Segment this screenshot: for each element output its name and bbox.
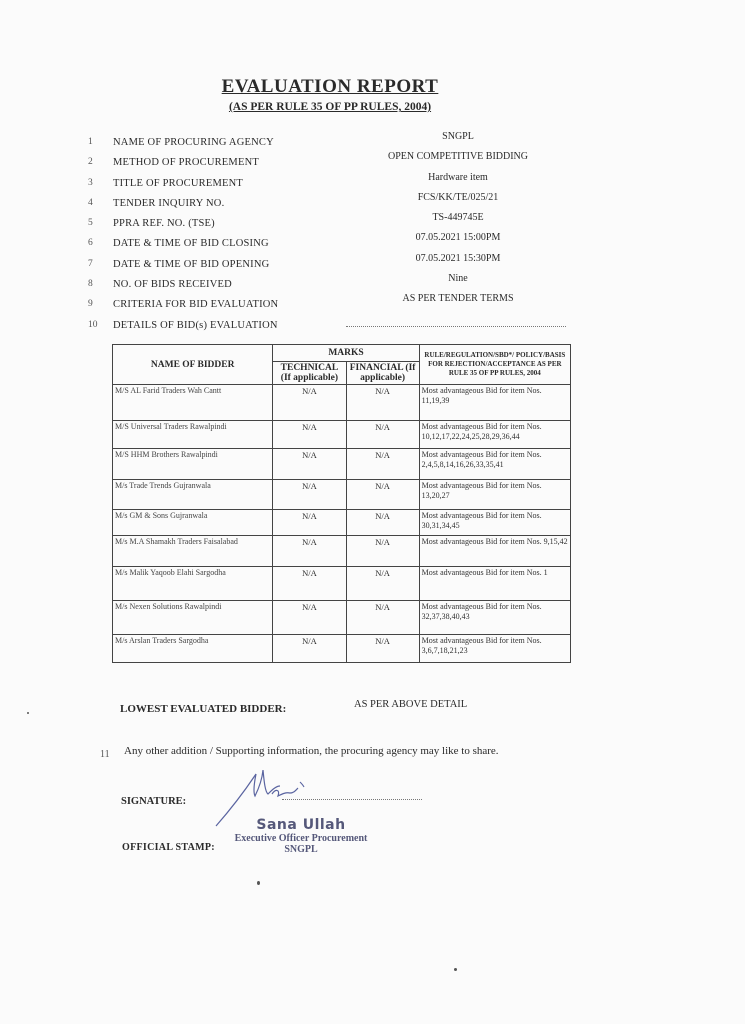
financial-mark: N/A	[346, 480, 419, 510]
field-value: TS-449745E	[432, 212, 484, 224]
field-label: DETAILS OF BID(s) EVALUATION	[113, 319, 278, 331]
field-value: 07.05.2021 15:30PM	[415, 252, 501, 264]
table-row	[113, 421, 571, 449]
dotted-line	[346, 318, 566, 327]
report-subtitle: (AS PER RULE 35 OF PP RULES, 2004)	[228, 101, 432, 113]
column-header-marks: MARKS	[273, 345, 419, 362]
evaluation-basis: Most advantageous Bid for item Nos. 11,19,39	[419, 385, 570, 421]
evaluation-basis: Most advantageous Bid for item Nos. 30,31,34,45	[419, 510, 570, 536]
financial-mark: N/A	[346, 449, 419, 480]
field-row	[88, 212, 588, 232]
field-value: 07.05.2021 15:00PM	[415, 232, 501, 244]
field-value: AS PER TENDER TERMS	[402, 293, 514, 305]
field-row	[88, 151, 588, 171]
technical-mark: N/A	[273, 601, 346, 635]
field-label: TENDER INQUIRY NO.	[113, 197, 225, 209]
item-11-number: 11	[100, 749, 110, 760]
report-fields	[88, 131, 588, 334]
table-row	[113, 480, 571, 510]
field-number: 8	[88, 279, 93, 290]
evaluation-basis: Most advantageous Bid for item Nos. 32,37,38,40,43	[419, 601, 570, 635]
evaluation-basis: Most advantageous Bid for item Nos. 3,6,7,18,21,23	[419, 635, 570, 663]
field-value: SNGPL	[442, 131, 474, 142]
stamp-officer-name: Sana Ullah	[256, 817, 346, 833]
field-value: Hardware item	[428, 171, 488, 183]
financial-mark: N/A	[346, 510, 419, 536]
financial-mark: N/A	[346, 536, 419, 567]
bidder-name: M/s Nexen Solutions Rawalpindi	[113, 601, 273, 635]
field-number: 1	[88, 137, 93, 147]
table-row	[113, 635, 571, 663]
field-row	[88, 131, 588, 151]
report-title: EVALUATION REPORT	[221, 76, 439, 97]
field-label: DATE & TIME OF BID OPENING	[113, 258, 270, 270]
bidder-name: M/S Universal Traders Rawalpindi	[113, 421, 273, 449]
bidder-name: M/S HHM Brothers Rawalpindi	[113, 449, 273, 480]
evaluation-basis: Most advantageous Bid for item Nos. 2,4,5,8,14,16,26,33,35,41	[419, 449, 570, 480]
field-label: METHOD OF PROCUREMENT	[113, 157, 259, 169]
column-header-rule: RULE/REGULATION/SBD*/ POLICY/BASIS FOR REJECTION/ACCEPTANCE AS PER RULE 35 OF PP RULES, 2004	[419, 345, 570, 385]
signature-label: SIGNATURE:	[121, 796, 187, 807]
technical-mark: N/A	[273, 635, 346, 663]
field-row	[88, 253, 588, 273]
financial-mark: N/A	[346, 635, 419, 663]
field-number: 3	[88, 177, 93, 188]
column-header-name: NAME OF BIDDER	[113, 345, 273, 385]
field-number: 7	[88, 258, 93, 269]
field-label: DATE & TIME OF BID CLOSING	[113, 238, 269, 250]
financial-mark: N/A	[346, 567, 419, 601]
field-value: OPEN COMPETITIVE BIDDING	[388, 151, 528, 163]
table-row	[113, 449, 571, 480]
field-number: 10	[88, 319, 98, 330]
field-number: 6	[88, 238, 93, 249]
field-row	[88, 192, 588, 212]
field-label: TITLE OF PROCUREMENT	[113, 177, 243, 189]
table-row	[113, 601, 571, 635]
column-header-financial: FINANCIAL (If applicable)	[346, 362, 419, 385]
technical-mark: N/A	[273, 510, 346, 536]
field-label: PPRA REF. NO. (TSE)	[113, 218, 215, 230]
official-stamp	[226, 817, 376, 855]
financial-mark: N/A	[346, 385, 419, 421]
lowest-bidder-value: AS PER ABOVE DETAIL	[354, 699, 468, 710]
official-stamp-label: OFFICIAL STAMP:	[122, 842, 215, 853]
bidder-name: M/s M.A Shamakh Traders Faisalabad	[113, 536, 273, 567]
field-label: CRITERIA FOR BID EVALUATION	[113, 299, 279, 311]
table-row	[113, 536, 571, 567]
lowest-bidder-label: LOWEST EVALUATED BIDDER:	[120, 703, 287, 715]
field-row	[88, 273, 588, 293]
scan-speck	[454, 968, 457, 971]
technical-mark: N/A	[273, 421, 346, 449]
field-row	[88, 172, 588, 192]
technical-mark: N/A	[273, 536, 346, 567]
technical-mark: N/A	[273, 480, 346, 510]
technical-mark: N/A	[273, 567, 346, 601]
bidder-name: M/s GM & Sons Gujranwala	[113, 510, 273, 536]
field-value: FCS/KK/TE/025/21	[417, 191, 499, 203]
evaluation-basis: Most advantageous Bid for item Nos. 9,15,42	[419, 536, 570, 567]
evaluation-basis: Most advantageous Bid for item Nos. 13,20,27	[419, 480, 570, 510]
bidder-name: M/s Arslan Traders Sargodha	[113, 635, 273, 663]
field-value: Nine	[448, 273, 468, 285]
field-row	[88, 314, 588, 334]
technical-mark: N/A	[273, 385, 346, 421]
stamp-organization: SNGPL	[284, 844, 318, 855]
field-label: NO. OF BIDS RECEIVED	[113, 279, 232, 291]
bid-evaluation-table	[112, 344, 571, 663]
item-11-text: Any other addition / Supporting information, the procuring agency may like to share.	[124, 745, 499, 757]
stamp-officer-title: Executive Officer Procurement	[234, 833, 368, 844]
evaluation-basis: Most advantageous Bid for item Nos. 10,12,17,22,24,25,28,29,36,44	[419, 421, 570, 449]
table-row	[113, 385, 571, 421]
field-number: 4	[88, 197, 93, 208]
technical-mark: N/A	[273, 449, 346, 480]
field-number: 2	[88, 157, 93, 168]
field-number: 9	[88, 299, 93, 310]
field-number: 5	[88, 218, 93, 229]
scan-speck	[27, 712, 29, 714]
table-row	[113, 510, 571, 536]
evaluation-basis: Most advantageous Bid for item Nos. 1	[419, 567, 570, 601]
table-row	[113, 567, 571, 601]
bidder-name: M/S AL Farid Traders Wah Cantt	[113, 385, 273, 421]
financial-mark: N/A	[346, 601, 419, 635]
scan-speck	[257, 881, 260, 885]
bidder-name: M/s Malik Yaqoob Elahi Sargodha	[113, 567, 273, 601]
bidder-name: M/s Trade Trends Gujranwala	[113, 480, 273, 510]
field-row	[88, 293, 588, 313]
field-label: NAME OF PROCURING AGENCY	[113, 137, 274, 148]
field-row	[88, 232, 588, 252]
column-header-technical: TECHNICAL (If applicable)	[273, 362, 346, 385]
financial-mark: N/A	[346, 421, 419, 449]
